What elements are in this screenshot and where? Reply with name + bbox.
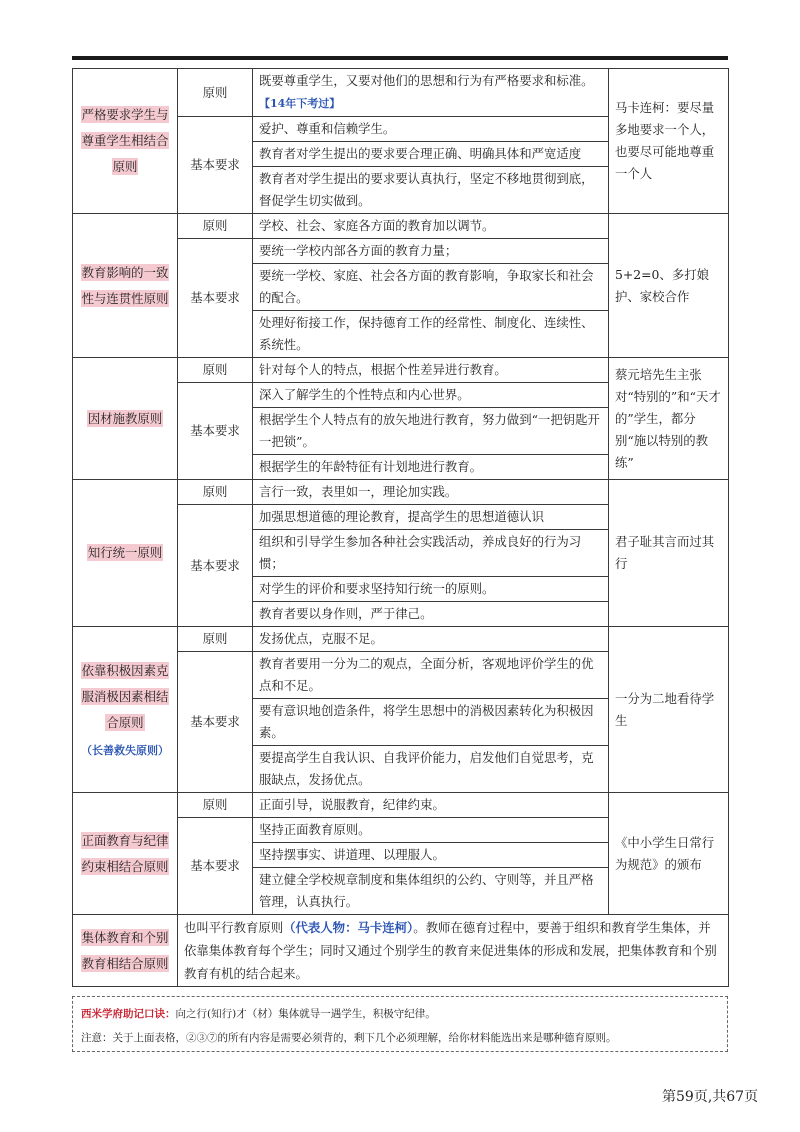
exam-tag: 【14年下考过】 bbox=[259, 97, 341, 110]
principle-alias: （长善救失原则） bbox=[81, 743, 169, 757]
rule-text: 既要尊重学生，又要对他们的思想和行为有严格要求和标准。 bbox=[259, 73, 594, 88]
page-number: 第59页,共67页 bbox=[662, 1089, 759, 1105]
requirement-label: 基本要求 bbox=[178, 652, 253, 793]
principle-name-cell bbox=[73, 793, 178, 915]
rule-text: 学校、社会、家庭各方面的教育加以调节。 bbox=[259, 218, 495, 233]
requirement-text: 根据学生的年龄特征有计划地进行教育。 bbox=[253, 455, 609, 480]
collective-text-part: 也叫平行教育原则 bbox=[184, 920, 284, 935]
requirement-label: 基本要求 bbox=[178, 818, 253, 915]
rule-text: 正面引导，说服教育，纪律约束。 bbox=[259, 797, 445, 812]
memo-box bbox=[72, 996, 728, 1052]
rule-text: 言行一致，表里如一，理论加实践。 bbox=[259, 484, 458, 499]
rule-label: 原则 bbox=[178, 69, 253, 117]
principle-name: 教育影响的一致性与连贯性原则 bbox=[81, 264, 169, 306]
rule-label: 原则 bbox=[178, 358, 253, 383]
principle-row bbox=[73, 69, 729, 117]
rule-text-cell bbox=[253, 627, 609, 652]
principle-row bbox=[73, 358, 729, 383]
principle-name-cell bbox=[73, 214, 178, 358]
requirement-text: 爱护、尊重和信赖学生。 bbox=[253, 117, 609, 142]
rule-label: 原则 bbox=[178, 480, 253, 505]
rule-text: 发扬优点，克服不足。 bbox=[259, 631, 383, 646]
rule-text-cell bbox=[253, 214, 609, 239]
requirement-text: 加强思想道德的理论教育，提高学生的思想道德认识 bbox=[253, 505, 609, 530]
rule-text-cell bbox=[253, 358, 609, 383]
requirement-text: 要统一学校、家庭、社会各方面的教育影响，争取家长和社会的配合。 bbox=[253, 264, 609, 311]
moral-education-principles-table bbox=[72, 68, 729, 987]
principle-name: 集体教育和个别教育相结合原则 bbox=[81, 929, 169, 971]
rule-label: 原则 bbox=[178, 793, 253, 818]
rule-label: 原则 bbox=[178, 214, 253, 239]
principle-name: 依靠积极因素克服消极因素相结合原则 bbox=[81, 662, 169, 730]
requirement-text: 对学生的评价和要求坚持知行统一的原则。 bbox=[253, 577, 609, 602]
collective-text bbox=[178, 915, 729, 987]
requirement-text: 组织和引导学生参加各种社会实践活动，养成良好的行为习惯； bbox=[253, 530, 609, 577]
requirement-text: 要统一学校内部各方面的教育力量； bbox=[253, 239, 609, 264]
principle-name-cell bbox=[73, 358, 178, 480]
principle-note: 一分为二地看待学生 bbox=[609, 627, 729, 793]
requirement-label: 基本要求 bbox=[178, 239, 253, 358]
requirement-text: 教育者对学生提出的要求要认真执行，坚定不移地贯彻到底，督促学生切实做到。 bbox=[253, 167, 609, 214]
rule-text: 针对每个人的特点，根据个性差异进行教育。 bbox=[259, 362, 507, 377]
requirement-text: 坚持正面教育原则。 bbox=[253, 818, 609, 843]
representative-figure: （代表人物：马卡连柯） bbox=[283, 920, 414, 935]
rule-label: 原则 bbox=[178, 627, 253, 652]
requirement-label: 基本要求 bbox=[178, 117, 253, 214]
principle-name: 因材施教原则 bbox=[87, 410, 163, 426]
requirement-text: 根据学生个人特点有的放矢地进行教育，努力做到“一把钥匙开一把锁”。 bbox=[253, 408, 609, 455]
mnemonic-text: 向之行(知行)才（材）集体就导一遇学生，积极守纪律。 bbox=[175, 1008, 436, 1020]
principle-name-cell bbox=[73, 69, 178, 214]
collective-text-part: 。教师在德育过程中，要善于组织和教育学生集体，并依靠集体教育每个学生；同时又通过个别学生的教育来促进集体的形成和发展，把集体教育和个别教育有机的结合起来。 bbox=[184, 920, 717, 981]
principle-name-cell bbox=[73, 480, 178, 627]
rule-text-cell bbox=[253, 793, 609, 818]
principle-name: 知行统一原则 bbox=[87, 545, 163, 560]
principle-row bbox=[73, 214, 729, 239]
principle-name-cell bbox=[73, 627, 178, 793]
requirement-text: 教育者要用一分为二的观点，全面分析，客观地评价学生的优点和不足。 bbox=[253, 652, 609, 699]
principle-name: 正面教育与纪律约束相结合原则 bbox=[81, 832, 169, 874]
requirement-text: 处理好衔接工作，保持德育工作的经常性、制度化、连续性、系统性。 bbox=[253, 311, 609, 358]
principle-note: 马卡连柯：要尽量多地要求一个人，也要尽可能地尊重一个人 bbox=[609, 69, 729, 214]
mnemonic-line bbox=[81, 1006, 436, 1021]
requirement-label: 基本要求 bbox=[178, 505, 253, 627]
principle-note: 《中小学生日常行为规范》的颁布 bbox=[609, 793, 729, 915]
mnemonic-label: 西米学府助记口诀： bbox=[81, 1008, 176, 1020]
requirement-label: 基本要求 bbox=[178, 383, 253, 480]
top-rule bbox=[72, 56, 728, 60]
principle-note: 君子耻其言而过其行 bbox=[609, 480, 729, 627]
principle-row bbox=[73, 793, 729, 818]
principle-note: 蔡元培先生主张对“特别的”和“天才的”学生，都分别“施以特别的教练” bbox=[609, 358, 729, 480]
requirement-text: 教育者对学生提出的要求要合理正确、明确具体和严宽适度 bbox=[253, 142, 609, 167]
requirement-text: 建立健全学校规章制度和集体组织的公约、守则等，并且严格管理，认真执行。 bbox=[253, 868, 609, 915]
attention-line: 注意：关于上面表格，②③⑦的所有内容是需要必须背的，剩下几个必须理解，给你材料能选出来是哪种德育原则。 bbox=[81, 1032, 617, 1044]
principle-note: 5+2=0、多打娘护、家校合作 bbox=[609, 214, 729, 358]
principle-name: 严格要求学生与尊重学生相结合原则 bbox=[81, 107, 169, 174]
requirement-text: 要有意识地创造条件，将学生思想中的消极因素转化为积极因素。 bbox=[253, 699, 609, 746]
collective-row bbox=[73, 915, 729, 987]
principle-name-cell bbox=[73, 915, 178, 987]
principle-row bbox=[73, 627, 729, 652]
requirement-text: 教育者要以身作则，严于律己。 bbox=[253, 602, 609, 627]
requirement-text: 要提高学生自我认识、自我评价能力，启发他们自觉思考，克服缺点，发扬优点。 bbox=[253, 746, 609, 793]
requirement-text: 坚持摆事实、讲道理、以理服人。 bbox=[253, 843, 609, 868]
rule-text-cell bbox=[253, 480, 609, 505]
rule-text-cell bbox=[253, 69, 609, 117]
requirement-text: 深入了解学生的个性特点和内心世界。 bbox=[253, 383, 609, 408]
principle-row bbox=[73, 480, 729, 505]
